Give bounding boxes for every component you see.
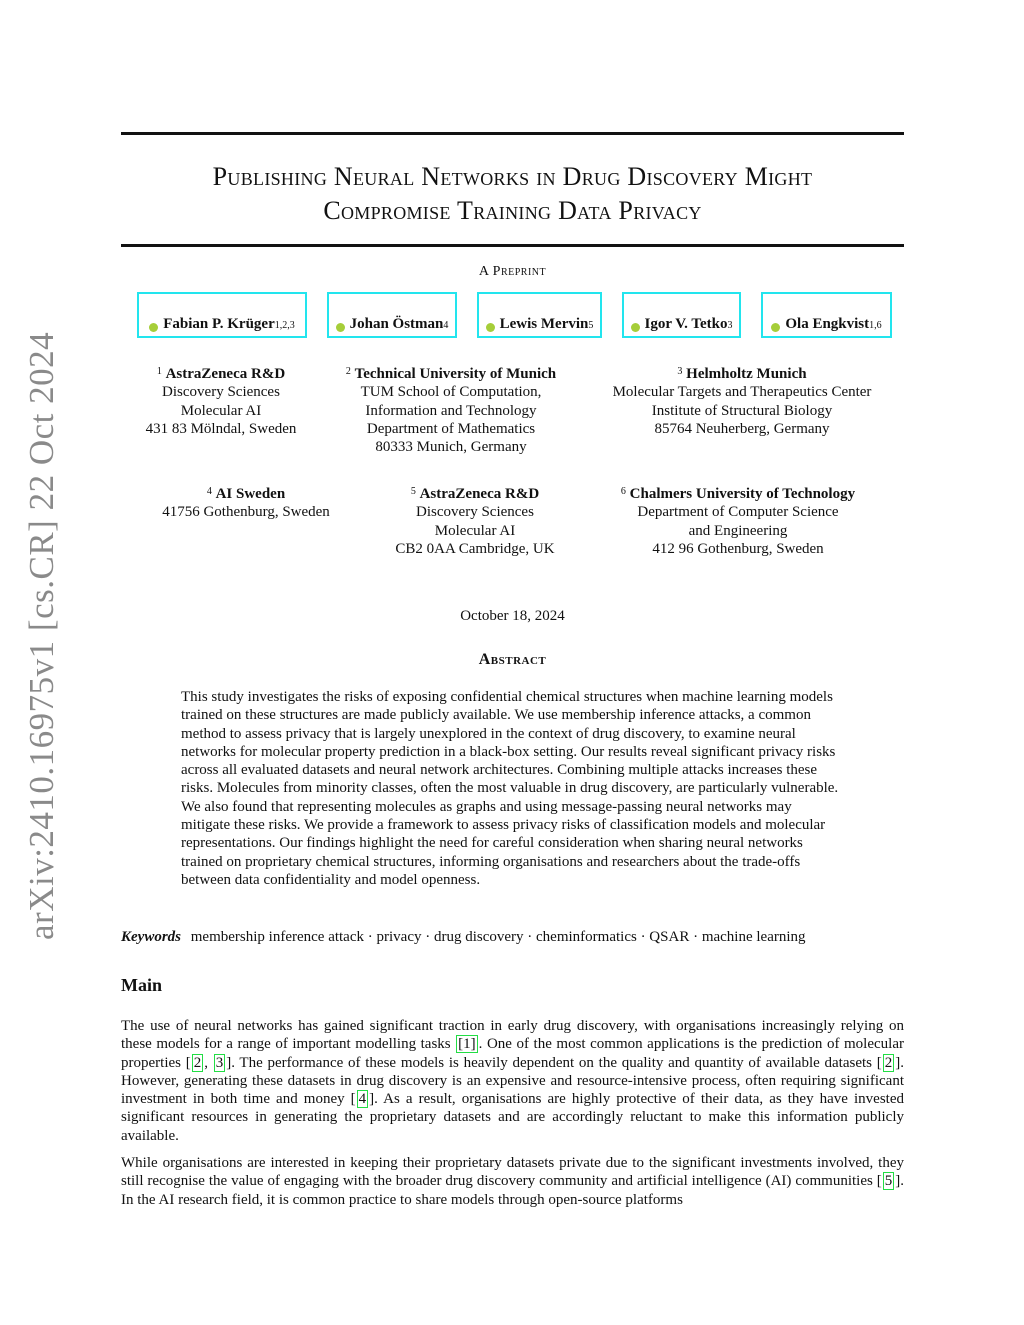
orcid-icon[interactable]: [149, 323, 158, 332]
affiliation-3: [592, 365, 892, 438]
paragraph-text: ]. In the AI research field, it is common practice to share models through open-source platforms: [121, 1173, 904, 1208]
paragraph-text: ]. The performance of these models is heavily dependent on the quality and quantity of available datasets [: [226, 1054, 882, 1071]
affil-name: AstraZeneca R&D: [419, 486, 540, 502]
affil-name: Helmholtz Munich: [686, 366, 807, 382]
affiliation-2: [326, 365, 576, 456]
author-link-engkvist[interactable]: [761, 292, 892, 338]
orcid-icon[interactable]: [336, 323, 345, 332]
affil-name: AI Sweden: [215, 486, 286, 502]
paragraph-text: ]. As a result, organisations are highly protective of their data, as they have invested significant resources in generating the proprietary datasets and are accordingly reluctant to make this information publicly available.: [121, 1091, 905, 1144]
orcid-icon[interactable]: [631, 323, 640, 332]
paragraph-text: . One of the most common applications is the prediction of molecular properties [: [121, 1036, 904, 1071]
abstract-heading: Abstract: [478, 651, 547, 668]
affil-line: Molecular AI: [434, 522, 516, 539]
body-paragraph-1: [121, 1017, 904, 1145]
citation-link[interactable]: 5: [884, 1173, 893, 1190]
affil-line: 431 83 Mölndal, Sweden: [145, 420, 297, 437]
paper-title: [121, 160, 904, 228]
affiliation-1: [121, 365, 321, 438]
author-affil-sup: 5: [588, 320, 594, 331]
bottom-rule: [121, 244, 904, 247]
author-link-mervin[interactable]: [477, 292, 602, 338]
paragraph-text: While organisations are interested in keeping their proprietary datasets private due to the significant investments involved, they still recognise the value of engaging with the broader drug discovery community and artificial intelligence (AI) communities [: [121, 1155, 904, 1190]
affil-name: Chalmers University of Technology: [629, 486, 856, 502]
publication-date: October 18, 2024: [460, 608, 565, 624]
title-line-2: Compromise Training Data Privacy: [323, 196, 702, 225]
orcid-icon[interactable]: [486, 323, 495, 332]
affil-line: 80333 Munich, Germany: [375, 439, 527, 456]
affil-number: 6: [620, 486, 626, 497]
affil-line: and Engineering: [688, 522, 788, 539]
keywords-label: Keywords: [121, 929, 181, 945]
affil-number: 4: [206, 486, 212, 497]
section-heading-main: Main: [121, 975, 163, 995]
affiliation-5: [375, 485, 575, 558]
abstract-text: This study investigates the risks of exposing confidential chemical structures when machine learning models trained on these structures are made publicly available. We use membership inference attacks, a common method to assess privacy that is largely unexplored in the context of drug discovery, to examine neural networks for molecular property prediction in a black-box setting. Our results reveal significant privacy risks across all evaluated datasets and neural network architectures. Combining multiple attacks increases these risks. Molecules from minority classes, often the most valuable in drug discovery, are particularly vulnerable. We also found that representing molecules as graphs and using message-passing neural networks may mitigate these risks. We provide a framework to assess privacy risks of classification models and molecular representations. Our findings highlight the need for careful consideration when sharing neural networks trained on proprietary chemical structures, informing organisations and researchers about the trade-offs between data confidentiality and model openness.: [181, 689, 839, 888]
citation-link[interactable]: [1]: [458, 1036, 476, 1053]
author-affil-sup: 1,6: [869, 320, 882, 331]
citation-link[interactable]: 2: [884, 1054, 893, 1071]
author-name: Johan Östman: [349, 316, 444, 332]
affil-line: 412 96 Gothenburg, Sweden: [652, 540, 824, 557]
author-link-krueger[interactable]: [137, 292, 307, 338]
author-affil-sup: 3: [727, 320, 733, 331]
author-affil-sup: 4: [443, 320, 449, 331]
affil-line: Department of Mathematics: [366, 420, 536, 437]
author-name: Fabian P. Krüger: [163, 316, 275, 332]
affil-line: Information and Technology: [365, 402, 537, 419]
affil-number: 5: [410, 486, 416, 497]
paragraph-text: ,: [204, 1054, 213, 1071]
author-affil-sup: 1,2,3: [274, 320, 295, 331]
affil-line: CB2 0AA Cambridge, UK: [395, 540, 555, 557]
affil-line: Molecular Targets and Therapeutics Center: [612, 384, 872, 401]
author-link-tetko[interactable]: [622, 292, 741, 338]
citation-link[interactable]: 2: [193, 1054, 202, 1071]
affiliation-4: [146, 485, 346, 522]
affil-number: 1: [156, 366, 162, 377]
affil-number: 3: [677, 366, 683, 377]
affil-line: Department of Computer Science: [637, 504, 839, 521]
affil-name: AstraZeneca R&D: [165, 366, 286, 382]
paragraph-text: The use of neural networks has gained significant traction in early drug discovery, with organisations increasingly relying on these models for a range of important modelling tasks: [121, 1018, 904, 1053]
affil-line: TUM School of Computation,: [360, 384, 542, 401]
arxiv-side-stamp: arXiv:2410.16975v1 [cs.CR] 22 Oct 2024: [22, 331, 61, 940]
affil-line: 41756 Gothenburg, Sweden: [162, 504, 330, 521]
affil-line: Molecular AI: [180, 402, 262, 419]
title-line-1: Publishing Neural Networks in Drug Discovery Might: [212, 162, 813, 191]
affil-line: Discovery Sciences: [162, 384, 280, 401]
body-paragraph-2: [121, 1154, 904, 1209]
orcid-icon[interactable]: [771, 323, 780, 332]
citation-link[interactable]: 3: [215, 1054, 224, 1071]
affiliation-6: [598, 485, 878, 558]
citation-link[interactable]: 4: [358, 1091, 367, 1108]
author-name: Lewis Mervin: [499, 316, 589, 332]
paragraph-text: ]. However, generating these datasets in drug discovery is an expensive and resource-intensive process, often requiring significant investment in both time and money [: [121, 1054, 904, 1108]
affil-number: 2: [345, 366, 351, 377]
author-name: Ola Engkvist: [785, 316, 870, 332]
author-name: Igor V. Tetko: [644, 316, 728, 332]
top-rule: [121, 132, 904, 135]
affil-line: Institute of Structural Biology: [651, 402, 833, 419]
keywords-list: membership inference attack · privacy · drug discovery · cheminformatics · QSAR · machine learning: [190, 929, 806, 945]
affil-name: Technical University of Munich: [354, 366, 557, 382]
author-link-ostman[interactable]: [327, 292, 457, 338]
preprint-label: A Preprint: [478, 264, 547, 279]
affil-line: 85764 Neuherberg, Germany: [654, 420, 830, 437]
affil-line: Discovery Sciences: [416, 504, 534, 521]
keywords: [121, 929, 904, 946]
